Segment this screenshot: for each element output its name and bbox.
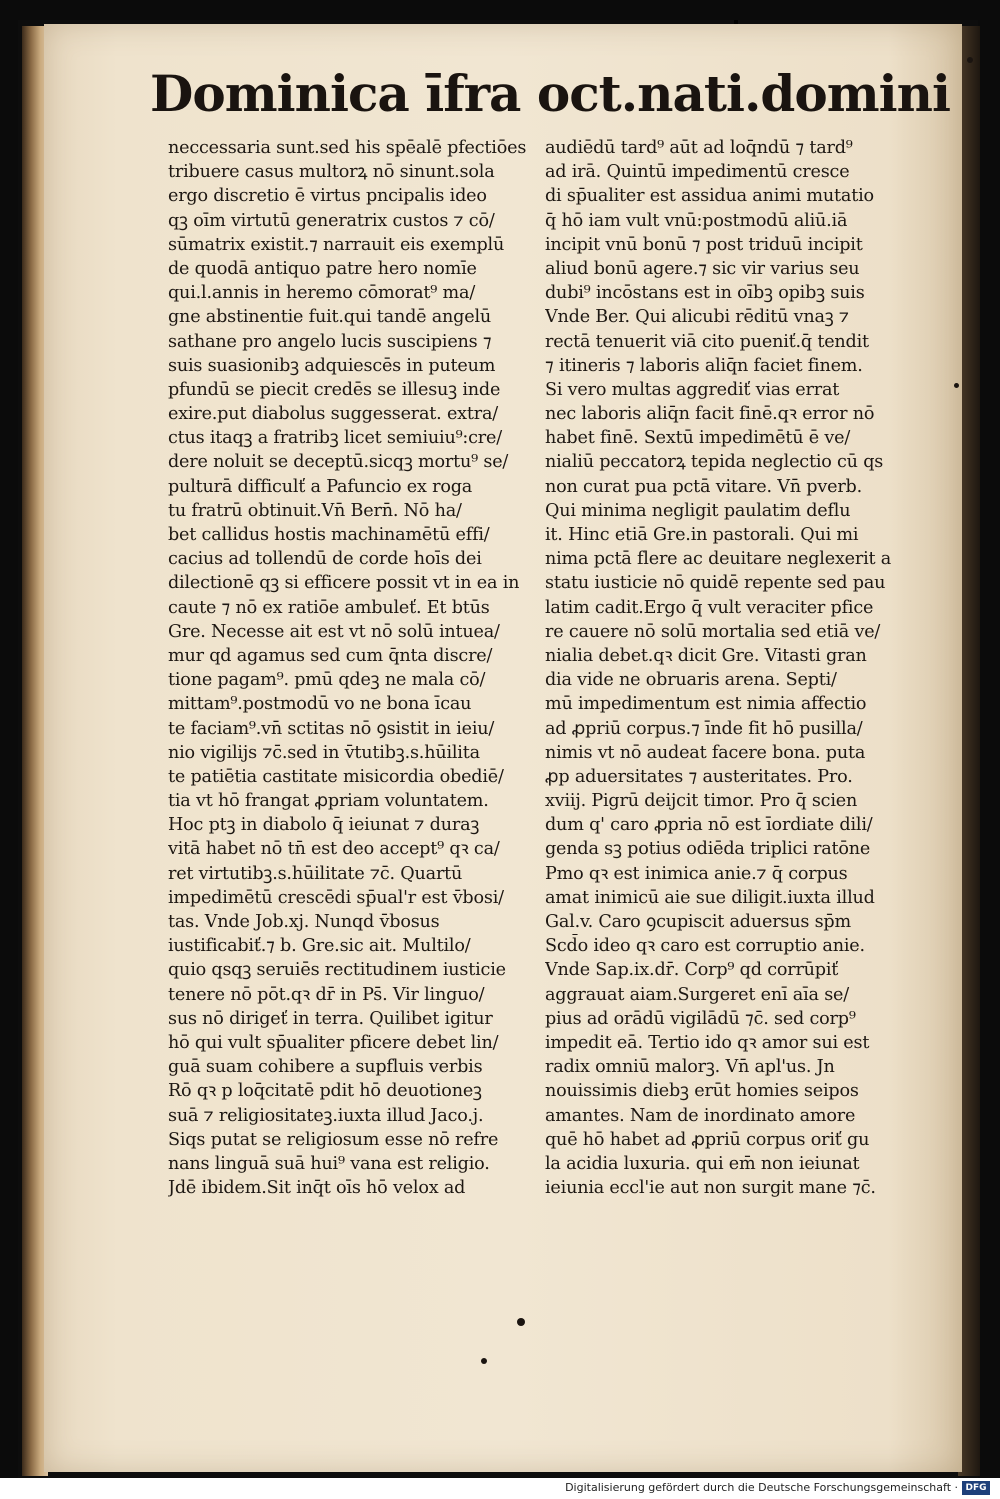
ink-speck	[967, 57, 973, 63]
text-line: nans linguā suā hui⁹ vana est religio.	[168, 1153, 490, 1174]
text-line: dum q' caro ꝓpria nō est īordiate dili/	[545, 815, 873, 836]
text-line: xviij. Pigrū deijcit timor. Pro q̄ scien	[545, 791, 858, 812]
text-line: dubi⁹ incōstans est in oībꝫ opibꝫ suis	[545, 283, 865, 304]
text-line: ꝓp aduersitates ⁊ austeritates. Pro.	[545, 766, 853, 787]
text-line: statu iusticie nō quidē repente sed pau	[545, 573, 886, 594]
text-line: di sp̄ualiter est assidua animi mutatio	[545, 186, 874, 207]
text-line: ergo discretio ē virtus pncipalis ideo	[168, 186, 487, 207]
footer-bar	[0, 1478, 1000, 1499]
text-line: tia vt hō frangat ꝓpriam voluntatem.	[168, 791, 489, 812]
text-line: suā ⁊ religiositateꝫ.iuxta illud Jaco.j.	[168, 1105, 484, 1126]
text-line: hō qui vult sp̄ualiter pficere debet lin/	[168, 1032, 499, 1053]
ink-speck	[481, 1358, 487, 1364]
text-line: ret virtutibꝫ.s.hūilitate ⁊c̄. Quartū	[168, 863, 463, 884]
text-line: ad ꝓpriū corpus.⁊ īnde fit hō pusilla/	[545, 718, 863, 739]
text-line: Jdē ibidem.Sit inq̄t oīs hō velox ad	[168, 1178, 466, 1199]
text-line: impedimētū crescēdi sp̄ual'r est v̄bosi/	[168, 887, 504, 908]
funding-credit: Digitalisierung gefördert durch die Deutsche Forschungsgemeinschaft ·	[565, 1481, 958, 1494]
text-line: neccessaria sunt.sed his spēalē pfectiōes	[168, 138, 527, 158]
text-line: aggrauat aiam.Surgeret enī aīa se/	[545, 984, 849, 1005]
text-line: habet finē. Sextū impedimētū ē ve/	[545, 428, 851, 449]
text-line: amat inimicū aie sue diligit.iuxta illud	[545, 887, 875, 908]
text-line: gne abstinentie fuit.qui tandē angelū	[168, 307, 492, 328]
text-line: Hoc ptꝫ in diabolo q̄ ieiunat ⁊ duraꝫ	[168, 815, 480, 836]
text-line: non curat pua pctā vitare. Vn̄ pverb.	[545, 476, 862, 497]
text-line: la acidia luxuria. qui em̄ non ieiunat	[545, 1153, 860, 1174]
text-line: nialia debet.qꝛ dicit Gre. Vitasti gran	[545, 645, 867, 666]
text-line: aliud bonū agere.⁊ sic vir varius seu	[545, 258, 860, 279]
text-line: quio qsqꝫ seruiēs rectitudinem iusticie	[168, 960, 506, 981]
text-line: mū impedimentum est nimia affectio	[545, 694, 867, 715]
text-line: tas. Vnde Job.xj. Nunqd v̄bosus	[168, 912, 440, 932]
text-line: tribuere casus multorꝝ nō sinunt.sola	[168, 162, 495, 183]
text-line: tenere nō pōt.qꝛ dr̄ in Ps̄. Vir linguo/	[168, 984, 485, 1005]
text-line: dere noluit se deceptū.sicqꝫ mortu⁹ se/	[168, 452, 509, 473]
text-line: Siqs putat se religiosum esse nō refre	[168, 1129, 499, 1150]
text-line: mittam⁹.postmodū vo ne bona īcau	[168, 694, 472, 715]
text-line: caute ⁊ nō ex ratiōe ambuleť. Et btūs	[168, 597, 490, 618]
text-line: nialiū peccatorꝝ tepida neglectio cū qs	[545, 452, 884, 473]
text-line: Vnde Ber. Qui alicubi rēditū vnaꝫ ⁊	[545, 307, 849, 328]
text-line: pulturā difficulť a Pafuncio ex roga	[168, 476, 473, 497]
left-text-column	[168, 136, 548, 1200]
text-line: sathane pro angelo lucis suscipiens ⁊	[168, 331, 492, 352]
text-line: pius ad orādū vigilādū ⁊c̄. sed corp⁹	[545, 1008, 856, 1029]
text-line: amantes. Nam de inordinato amore	[545, 1105, 856, 1126]
text-line: radix omniū malorꝫ. Vn̄ apl'us. Jn	[545, 1057, 835, 1078]
text-line: dia vide ne obruaris arena. Septi/	[545, 670, 837, 691]
text-line: iustificabiť.⁊ b. Gre.sic ait. Multilo/	[168, 936, 471, 957]
dfg-logo: DFG	[962, 1481, 990, 1495]
text-line: cacius ad tollendū de corde hoīs dei	[168, 549, 482, 570]
text-line: Vnde Sap.ix.dr̄. Corp⁹ qd corrūpiť	[545, 960, 839, 981]
text-line: vitā habet nō tn̄ est deo accept⁹ qꝛ ca/	[168, 839, 500, 860]
text-line: te patiētia castitate misicordia obediē/	[168, 766, 504, 787]
text-line: te faciam⁹.vn̄ sctitas nō ꝯsistit in ieiu/	[168, 718, 495, 739]
text-line: impedit eā. Tertio ido qꝛ amor sui est	[545, 1032, 870, 1053]
text-line: mur qd agamus sed cum q̄nta discre/	[168, 645, 493, 666]
right-text-column	[545, 136, 925, 1200]
text-line: ctus itaqꝫ a fratribꝫ licet semiuiu⁹:cre/	[168, 428, 502, 449]
text-line: tu fratrū obtinuit.Vn̄ Bern̄. Nō ha/	[168, 500, 462, 521]
text-line: tione pagam⁹. pmū qdeꝫ ne mala cō/	[168, 670, 486, 691]
text-line: sūmatrix existit.⁊ narrauit eis exemplū	[168, 234, 505, 255]
text-line: ⁊ itineris ⁊ laboris aliq̄n faciet finem.	[545, 355, 863, 376]
text-line: nima pctā flere ac deuitare neglexerit a	[545, 549, 892, 570]
text-line: genda sꝫ potius odiēda triplici ratōne	[545, 839, 871, 860]
text-line: nimis vt nō audeat facere bona. puta	[545, 742, 866, 763]
text-line: dilectionē qꝫ si efficere possit vt in ea in	[168, 573, 520, 594]
ink-speck	[954, 383, 959, 388]
text-line: sus nō dirigeť in terra. Quilibet igitur	[168, 1008, 493, 1029]
text-line: q̄ hō iam vult vnū:postmodū aliū.iā	[545, 210, 848, 231]
text-line: qui.l.annis in heremo cōmorat⁹ ma/	[168, 283, 476, 304]
text-line: rectā tenuerit viā cito pueniť.q̄ tendit	[545, 331, 869, 352]
text-line: bet callidus hostis machinamētū effi/	[168, 525, 490, 545]
text-line: it. Hinc etiā Gre.in pastorali. Qui mi	[545, 525, 859, 545]
text-line: Rō qꝛ p loq̄citatē pdit hō deuotioneꝫ	[168, 1081, 482, 1102]
text-line: latim cadit.Ergo q̄ vult veraciter pfice	[545, 597, 874, 618]
text-line: nec laboris aliq̄n facit finē.qꝛ error nō	[545, 404, 875, 425]
text-line: quē hō habet ad ꝓpriū corpus oriť gu	[545, 1129, 870, 1150]
text-line: Scd̄o ideo qꝛ caro est corruptio anie.	[545, 936, 865, 957]
text-line: guā suam cohibere a supfluis verbis	[168, 1057, 483, 1078]
text-line: Pmo qꝛ est inimica anie.⁊ q̄ corpus	[545, 863, 848, 884]
text-line: nio vigilijs ⁊c̄.sed in v̄tutibꝫ.s.hūilita	[168, 742, 480, 763]
text-line: Si vero multas aggrediť vias errat	[545, 379, 840, 400]
text-line: de quodā antiquo patre hero nomīe	[168, 258, 477, 279]
ink-speck	[517, 1318, 525, 1326]
text-line: exire.put diabolus suggesserat. extra/	[168, 404, 498, 425]
text-line: ieiunia eccl'ie aut non surgit mane ⁊c̄.	[545, 1178, 876, 1199]
text-line: Gre. Necesse ait est vt nō solū intuea/	[168, 621, 500, 642]
text-line: suis suasionibꝫ adquiescēs in puteum	[168, 355, 496, 376]
text-line: audiēdū tard⁹ aūt ad loq̄ndū ⁊ tard⁹	[545, 138, 853, 158]
text-line: pfundū se piecit credēs se illesuꝫ inde	[168, 379, 501, 400]
text-line: ad irā. Quintū impedimentū cresce	[545, 162, 850, 183]
text-line: Gal.v. Caro ꝯcupiscit aduersus sp̄m	[545, 912, 851, 932]
text-line: qꝫ oīm virtutū generatrix custos ⁊ cō/	[168, 210, 495, 231]
text-line: incipit vnū bonū ⁊ post triduū incipit	[545, 234, 863, 255]
text-line: nouissimis diebꝫ erūt homies seipos	[545, 1081, 859, 1102]
text-line: Qui minima negligit paulatim deflu	[545, 500, 851, 521]
running-header: Dominica īfra oct.nati.domini	[150, 64, 950, 123]
text-line: re cauere nō solū mortalia sed etiā ve/	[545, 621, 881, 642]
